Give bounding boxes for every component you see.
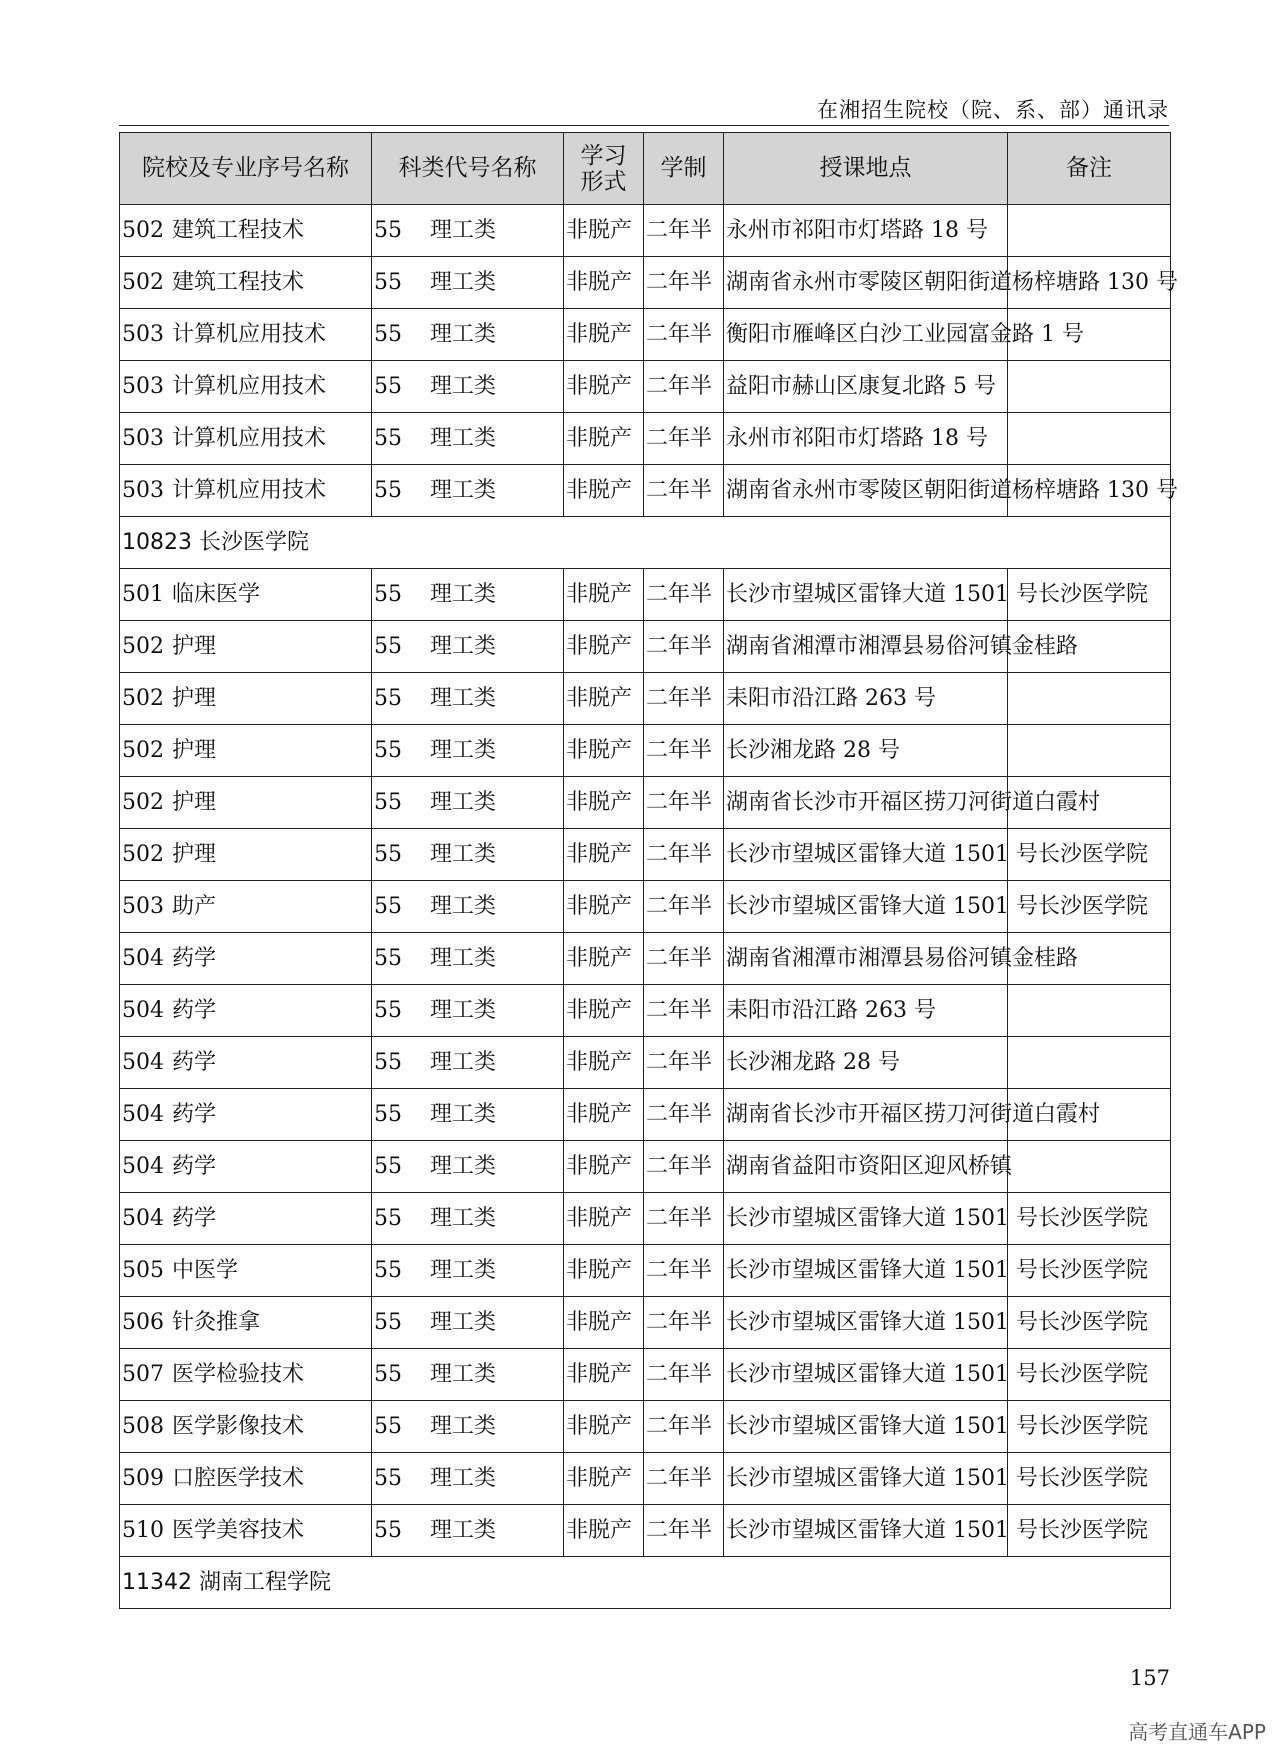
school-group-row (120, 1557, 1171, 1609)
category-name: 理工类 (430, 1518, 497, 1543)
page-number: 157 (1129, 1666, 1170, 1690)
table-row (120, 1193, 1171, 1245)
major-code: 503 (122, 894, 164, 919)
cell-study-form: 非脱产 (564, 1297, 644, 1349)
major-code: 502 (122, 218, 164, 243)
major-code: 507 (122, 1362, 164, 1387)
table-row (120, 1037, 1171, 1089)
category-name: 理工类 (430, 1154, 497, 1179)
cell-remarks (1008, 361, 1171, 413)
cell-study-form: 非脱产 (564, 1349, 644, 1401)
table-row (120, 1505, 1171, 1557)
category-code: 55 (374, 426, 402, 451)
cell-study-form: 非脱产 (564, 725, 644, 777)
cell-category (372, 1349, 564, 1401)
table-row (120, 1401, 1171, 1453)
cell-location: 湖南省益阳市资阳区迎风桥镇 (724, 1141, 1008, 1193)
category-code: 55 (374, 582, 402, 607)
major-name: 临床医学 (172, 582, 261, 607)
cell-remarks (1008, 1037, 1171, 1089)
table-row (120, 1453, 1171, 1505)
category-name: 理工类 (430, 478, 497, 503)
cell-school-major (120, 725, 372, 777)
cell-duration: 二年半 (644, 881, 724, 933)
major-code: 504 (122, 946, 164, 971)
cell-study-form: 非脱产 (564, 205, 644, 257)
major-code: 504 (122, 1050, 164, 1075)
cell-study-form: 非脱产 (564, 1401, 644, 1453)
cell-category (372, 257, 564, 309)
table-row (120, 1245, 1171, 1297)
cell-study-form: 非脱产 (564, 413, 644, 465)
cell-remarks (1008, 1141, 1171, 1193)
major-code: 506 (122, 1310, 164, 1335)
major-code: 503 (122, 478, 164, 503)
cell-category (372, 985, 564, 1037)
cell-school-major (120, 1245, 372, 1297)
cell-study-form: 非脱产 (564, 569, 644, 621)
cell-location: 湖南省长沙市开福区捞刀河街道白霞村 (724, 1089, 1008, 1141)
major-code: 502 (122, 270, 164, 295)
major-code: 503 (122, 426, 164, 451)
cell-location: 长沙市望城区雷锋大道 1501 号长沙医学院 (724, 1349, 1008, 1401)
major-code: 504 (122, 1206, 164, 1231)
cell-remarks (1008, 673, 1171, 725)
major-code: 510 (122, 1518, 164, 1543)
category-name: 理工类 (430, 946, 497, 971)
cell-location: 益阳市赫山区康复北路 5 号 (724, 361, 1008, 413)
major-name: 护理 (172, 738, 217, 763)
category-code: 55 (374, 1310, 402, 1335)
major-name: 药学 (172, 998, 217, 1023)
major-name: 医学美容技术 (172, 1518, 305, 1543)
cell-duration: 二年半 (644, 933, 724, 985)
major-name: 药学 (172, 1154, 217, 1179)
col-school-major: 院校及专业序号名称 (120, 133, 372, 205)
table-row (120, 673, 1171, 725)
major-code: 503 (122, 374, 164, 399)
col-study-form (564, 133, 644, 205)
major-name: 计算机应用技术 (172, 478, 327, 503)
cell-remarks (1008, 725, 1171, 777)
cell-school-major (120, 985, 372, 1037)
major-name: 中医学 (172, 1258, 239, 1283)
category-code: 55 (374, 218, 402, 243)
major-name: 药学 (172, 1206, 217, 1231)
cell-remarks (1008, 985, 1171, 1037)
category-code: 55 (374, 998, 402, 1023)
category-name: 理工类 (430, 1414, 497, 1439)
category-code: 55 (374, 374, 402, 399)
cell-location: 长沙市望城区雷锋大道 1501 号长沙医学院 (724, 1453, 1008, 1505)
major-code: 502 (122, 842, 164, 867)
major-code: 502 (122, 738, 164, 763)
category-code: 55 (374, 270, 402, 295)
col-study-form-line2: 形式 (580, 168, 627, 195)
cell-remarks (1008, 205, 1171, 257)
cell-school-major (120, 569, 372, 621)
category-name: 理工类 (430, 218, 497, 243)
cell-study-form: 非脱产 (564, 881, 644, 933)
cell-school-major (120, 1297, 372, 1349)
major-name: 药学 (172, 1102, 217, 1127)
cell-study-form: 非脱产 (564, 673, 644, 725)
cell-school-major (120, 205, 372, 257)
cell-duration: 二年半 (644, 1453, 724, 1505)
category-name: 理工类 (430, 1258, 497, 1283)
cell-duration: 二年半 (644, 361, 724, 413)
cell-study-form: 非脱产 (564, 257, 644, 309)
cell-study-form: 非脱产 (564, 1453, 644, 1505)
cell-study-form: 非脱产 (564, 621, 644, 673)
table-row (120, 361, 1171, 413)
cell-school-major (120, 1453, 372, 1505)
category-name: 理工类 (430, 1050, 497, 1075)
directory-table (119, 132, 1178, 1609)
table-row (120, 985, 1171, 1037)
major-code: 504 (122, 1102, 164, 1127)
major-code: 509 (122, 1466, 164, 1491)
cell-school-major (120, 881, 372, 933)
cell-duration: 二年半 (644, 673, 724, 725)
major-name: 医学检验技术 (172, 1362, 305, 1387)
category-name: 理工类 (430, 1466, 497, 1491)
cell-location: 耒阳市沿江路 263 号 (724, 673, 1008, 725)
category-code: 55 (374, 478, 402, 503)
major-name: 针灸推拿 (172, 1310, 261, 1335)
major-code: 504 (122, 1154, 164, 1179)
category-name: 理工类 (430, 270, 497, 295)
table-row (120, 933, 1171, 985)
cell-category (372, 1193, 564, 1245)
cell-school-major (120, 1401, 372, 1453)
cell-school-major (120, 1193, 372, 1245)
major-name: 药学 (172, 1050, 217, 1075)
col-remarks: 备注 (1008, 133, 1171, 205)
cell-duration: 二年半 (644, 205, 724, 257)
cell-school-major (120, 465, 372, 517)
cell-duration: 二年半 (644, 465, 724, 517)
cell-category (372, 673, 564, 725)
category-code: 55 (374, 842, 402, 867)
table-row (120, 257, 1171, 309)
header-rule (119, 125, 1169, 126)
cell-category (372, 621, 564, 673)
cell-category (372, 1505, 564, 1557)
cell-study-form: 非脱产 (564, 829, 644, 881)
category-code: 55 (374, 1154, 402, 1179)
cell-duration: 二年半 (644, 725, 724, 777)
cell-location: 湖南省永州市零陵区朝阳街道杨梓塘路 130 号 (724, 257, 1008, 309)
cell-school-major (120, 1141, 372, 1193)
cell-location: 长沙市望城区雷锋大道 1501 号长沙医学院 (724, 1505, 1008, 1557)
cell-category (372, 569, 564, 621)
cell-duration: 二年半 (644, 1089, 724, 1141)
category-code: 55 (374, 634, 402, 659)
table-header-row (120, 133, 1171, 205)
major-code: 505 (122, 1258, 164, 1283)
cell-category (372, 933, 564, 985)
major-name: 计算机应用技术 (172, 322, 327, 347)
category-code: 55 (374, 790, 402, 815)
cell-duration: 二年半 (644, 1505, 724, 1557)
cell-location: 长沙市望城区雷锋大道 1501 号长沙医学院 (724, 1193, 1008, 1245)
cell-duration: 二年半 (644, 1349, 724, 1401)
cell-study-form: 非脱产 (564, 933, 644, 985)
category-name: 理工类 (430, 634, 497, 659)
category-name: 理工类 (430, 894, 497, 919)
cell-category (372, 1037, 564, 1089)
major-name: 助产 (172, 894, 217, 919)
cell-location: 永州市祁阳市灯塔路 18 号 (724, 413, 1008, 465)
cell-school-major (120, 673, 372, 725)
cell-school-major (120, 257, 372, 309)
category-name: 理工类 (430, 998, 497, 1023)
cell-category (372, 881, 564, 933)
cell-duration: 二年半 (644, 309, 724, 361)
cell-duration: 二年半 (644, 1245, 724, 1297)
cell-study-form: 非脱产 (564, 465, 644, 517)
cell-school-major (120, 1349, 372, 1401)
major-name: 计算机应用技术 (172, 426, 327, 451)
cell-location: 耒阳市沿江路 263 号 (724, 985, 1008, 1037)
table-row (120, 569, 1171, 621)
cell-location: 长沙市望城区雷锋大道 1501 号长沙医学院 (724, 829, 1008, 881)
major-code: 508 (122, 1414, 164, 1439)
cell-location: 长沙市望城区雷锋大道 1501 号长沙医学院 (724, 1245, 1008, 1297)
major-code: 502 (122, 686, 164, 711)
category-name: 理工类 (430, 374, 497, 399)
cell-duration: 二年半 (644, 777, 724, 829)
table-row (120, 881, 1171, 933)
cell-remarks (1008, 413, 1171, 465)
cell-category (372, 1297, 564, 1349)
cell-category (372, 1245, 564, 1297)
cell-location: 湖南省湘潭市湘潭县易俗河镇金桂路 (724, 621, 1008, 673)
col-study-form-line1: 学习 (580, 142, 627, 169)
table-row (120, 777, 1171, 829)
watermark: 高考直通车APP (1128, 1720, 1266, 1744)
cell-duration: 二年半 (644, 985, 724, 1037)
school-group-row (120, 517, 1171, 569)
cell-location: 湖南省永州市零陵区朝阳街道杨梓塘路 130 号 (724, 465, 1008, 517)
cell-location: 永州市祁阳市灯塔路 18 号 (724, 205, 1008, 257)
category-name: 理工类 (430, 1102, 497, 1127)
table-row (120, 309, 1171, 361)
cell-duration: 二年半 (644, 1401, 724, 1453)
category-code: 55 (374, 322, 402, 347)
cell-category (372, 1089, 564, 1141)
cell-category (372, 1453, 564, 1505)
cell-duration: 二年半 (644, 829, 724, 881)
cell-location: 长沙市望城区雷锋大道 1501 号长沙医学院 (724, 1401, 1008, 1453)
school-title: 10823 长沙医学院 (120, 517, 1171, 569)
category-code: 55 (374, 1362, 402, 1387)
table-row (120, 465, 1171, 517)
major-code: 501 (122, 582, 164, 607)
major-name: 护理 (172, 790, 217, 815)
cell-category (372, 309, 564, 361)
cell-study-form: 非脱产 (564, 777, 644, 829)
category-code: 55 (374, 1258, 402, 1283)
cell-study-form: 非脱产 (564, 361, 644, 413)
major-name: 药学 (172, 946, 217, 971)
category-code: 55 (374, 1518, 402, 1543)
cell-category (372, 777, 564, 829)
cell-duration: 二年半 (644, 569, 724, 621)
cell-location: 衡阳市雁峰区白沙工业园富金路 1 号 (724, 309, 1008, 361)
category-code: 55 (374, 1414, 402, 1439)
cell-school-major (120, 1089, 372, 1141)
cell-category (372, 205, 564, 257)
cell-school-major (120, 621, 372, 673)
table-row (120, 1141, 1171, 1193)
cell-duration: 二年半 (644, 621, 724, 673)
col-duration: 学制 (644, 133, 724, 205)
cell-study-form: 非脱产 (564, 985, 644, 1037)
table-row (120, 829, 1171, 881)
major-code: 502 (122, 790, 164, 815)
cell-study-form: 非脱产 (564, 1037, 644, 1089)
cell-category (372, 1141, 564, 1193)
cell-duration: 二年半 (644, 1037, 724, 1089)
cell-location: 长沙湘龙路 28 号 (724, 1037, 1008, 1089)
category-code: 55 (374, 1466, 402, 1491)
table-row (120, 1089, 1171, 1141)
cell-duration: 二年半 (644, 1297, 724, 1349)
cell-school-major (120, 309, 372, 361)
table-row (120, 725, 1171, 777)
table-row (120, 1349, 1171, 1401)
category-name: 理工类 (430, 842, 497, 867)
cell-duration: 二年半 (644, 1193, 724, 1245)
col-category: 科类代号名称 (372, 133, 564, 205)
major-name: 口腔医学技术 (172, 1466, 305, 1491)
category-name: 理工类 (430, 582, 497, 607)
major-code: 503 (122, 322, 164, 347)
cell-location: 湖南省长沙市开福区捞刀河街道白霞村 (724, 777, 1008, 829)
running-header: 在湘招生院校（院、系、部）通讯录 (817, 98, 1169, 122)
cell-location: 长沙市望城区雷锋大道 1501 号长沙医学院 (724, 1297, 1008, 1349)
category-name: 理工类 (430, 790, 497, 815)
cell-category (372, 1401, 564, 1453)
cell-category (372, 465, 564, 517)
category-code: 55 (374, 1050, 402, 1075)
cell-study-form: 非脱产 (564, 1141, 644, 1193)
category-code: 55 (374, 1102, 402, 1127)
cell-duration: 二年半 (644, 1141, 724, 1193)
category-name: 理工类 (430, 426, 497, 451)
category-name: 理工类 (430, 1362, 497, 1387)
cell-category (372, 413, 564, 465)
cell-location: 长沙市望城区雷锋大道 1501 号长沙医学院 (724, 881, 1008, 933)
cell-duration: 二年半 (644, 257, 724, 309)
category-code: 55 (374, 894, 402, 919)
major-name: 护理 (172, 686, 217, 711)
cell-school-major (120, 1037, 372, 1089)
major-name: 护理 (172, 842, 217, 867)
cell-school-major (120, 829, 372, 881)
cell-category (372, 361, 564, 413)
cell-school-major (120, 777, 372, 829)
major-name: 医学影像技术 (172, 1414, 305, 1439)
cell-location: 湖南省湘潭市湘潭县易俗河镇金桂路 (724, 933, 1008, 985)
cell-school-major (120, 413, 372, 465)
major-code: 504 (122, 998, 164, 1023)
cell-school-major (120, 933, 372, 985)
cell-school-major (120, 1505, 372, 1557)
col-location: 授课地点 (724, 133, 1008, 205)
cell-location: 长沙市望城区雷锋大道 1501 号长沙医学院 (724, 569, 1008, 621)
cell-study-form: 非脱产 (564, 309, 644, 361)
category-code: 55 (374, 686, 402, 711)
cell-school-major (120, 361, 372, 413)
category-code: 55 (374, 946, 402, 971)
category-code: 55 (374, 738, 402, 763)
category-name: 理工类 (430, 738, 497, 763)
major-name: 建筑工程技术 (172, 218, 305, 243)
major-name: 计算机应用技术 (172, 374, 327, 399)
cell-study-form: 非脱产 (564, 1193, 644, 1245)
cell-study-form: 非脱产 (564, 1089, 644, 1141)
category-code: 55 (374, 1206, 402, 1231)
cell-study-form: 非脱产 (564, 1245, 644, 1297)
cell-duration: 二年半 (644, 413, 724, 465)
school-title: 11342 湖南工程学院 (120, 1557, 1171, 1609)
table-row (120, 413, 1171, 465)
table-row (120, 205, 1171, 257)
cell-category (372, 829, 564, 881)
table-row (120, 1297, 1171, 1349)
major-name: 建筑工程技术 (172, 270, 305, 295)
cell-study-form: 非脱产 (564, 1505, 644, 1557)
major-code: 502 (122, 634, 164, 659)
category-name: 理工类 (430, 1310, 497, 1335)
category-name: 理工类 (430, 1206, 497, 1231)
cell-location: 长沙湘龙路 28 号 (724, 725, 1008, 777)
table-body (120, 205, 1178, 1609)
table-row (120, 621, 1171, 673)
major-name: 护理 (172, 634, 217, 659)
cell-category (372, 725, 564, 777)
category-name: 理工类 (430, 686, 497, 711)
category-name: 理工类 (430, 322, 497, 347)
